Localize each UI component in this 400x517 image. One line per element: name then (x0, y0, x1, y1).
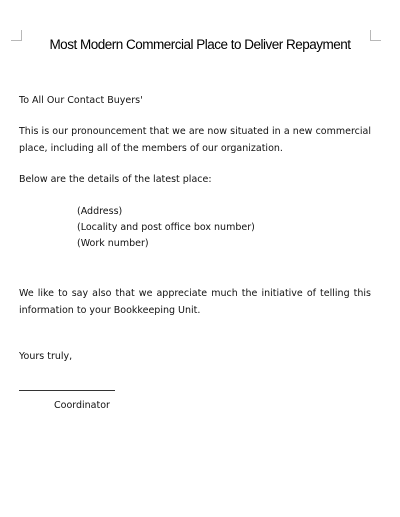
body-paragraph-1: This is our pronouncement that we are now situated in a new commercial place, including all of the members of our organization. (19, 126, 371, 154)
address-line: (Locality and post office box number) (77, 222, 255, 233)
signature-title: Coordinator (54, 400, 110, 411)
document-title: Most Modern Commercial Place to Deliver Repayment (49, 37, 351, 52)
body-paragraph-2: We like to say also that we appreciate much the initiative of telling this information to your Bookkeeping Unit. (19, 288, 371, 316)
address-line: (Address) (77, 206, 123, 217)
signature-line (19, 390, 115, 391)
details-intro: Below are the details of the latest place: (19, 174, 212, 185)
salutation: To All Our Contact Buyers' (19, 95, 143, 106)
closing: Yours truly, (19, 351, 73, 362)
address-line: (Work number) (77, 238, 149, 249)
